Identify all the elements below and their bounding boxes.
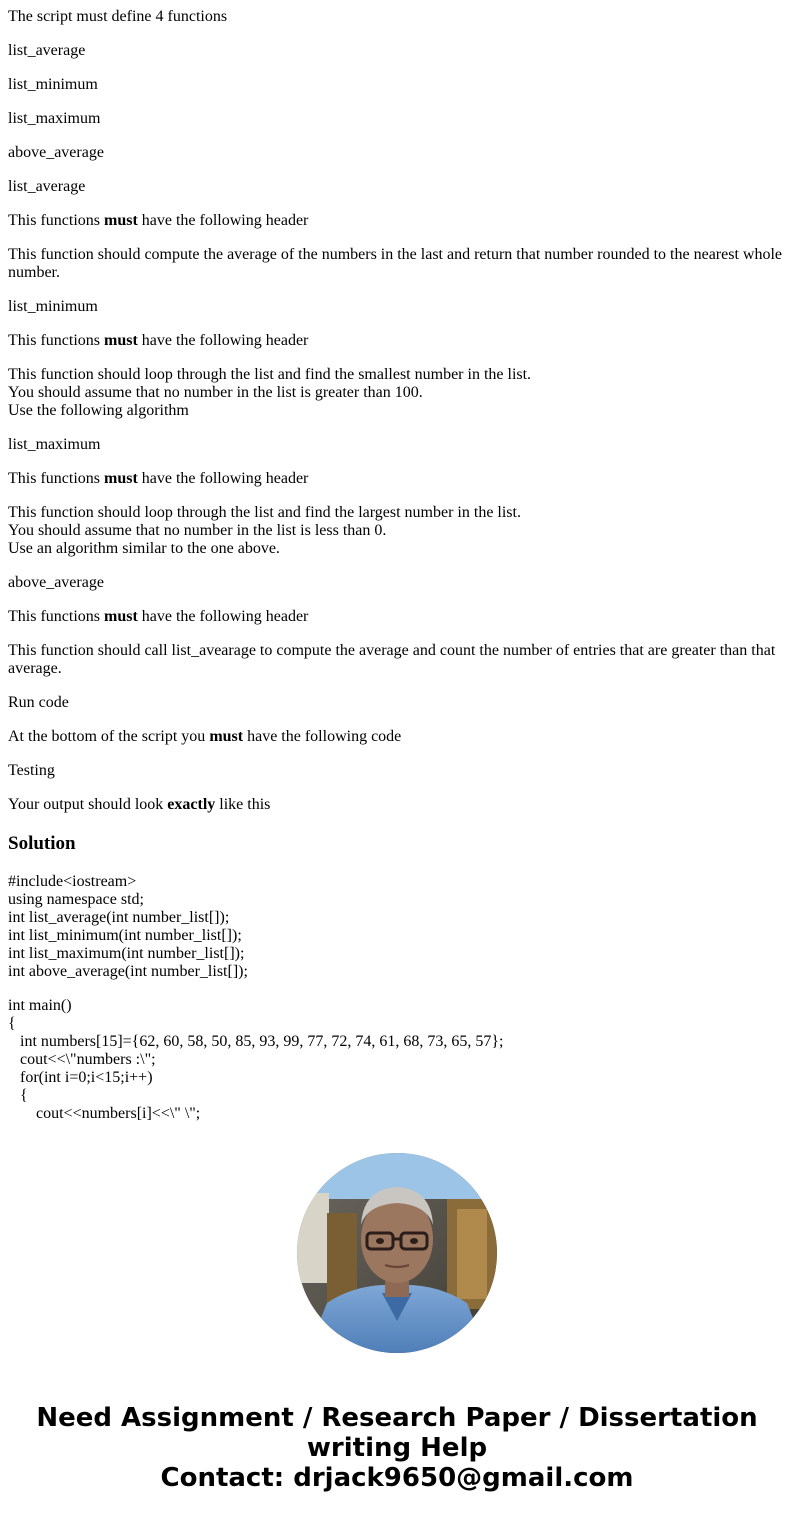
contact-banner (0, 1403, 794, 1493)
banner-line: writing Help (306, 1433, 488, 1463)
contact-line: Contact: drjack9650@gmail.com (160, 1463, 634, 1493)
code-line: int main() (8, 997, 72, 1014)
run-code-prefix: At the bottom of the script you (8, 728, 210, 745)
header-requirement-prefix: This functions (8, 332, 104, 349)
function-name-item: list_maximum (8, 110, 101, 127)
emphasis-text: exactly (167, 796, 216, 813)
solution-heading: Solution (8, 833, 76, 854)
code-line: cout<<numbers[i]<<\" \"; (8, 1105, 201, 1122)
intro-text: The script must define 4 functions (8, 8, 228, 25)
code-line: using namespace std; (8, 891, 144, 908)
header-requirement-suffix: have the following header (137, 212, 309, 229)
code-line: { (8, 1087, 28, 1104)
above-average-description: This function should call list_avearage to compute the average and count the number of entries that are greater than that average. (8, 642, 776, 677)
list-maximum-description-line: Use an algorithm similar to the one above. (8, 540, 280, 557)
code-line: for(int i=0;i<15;i++) (8, 1069, 153, 1086)
testing-suffix: like this (215, 796, 271, 813)
function-name-item: above_average (8, 144, 104, 161)
code-line: int numbers[15]={62, 60, 58, 50, 85, 93, 99, 77, 72, 74, 61, 68, 73, 65, 57}; (8, 1033, 504, 1050)
list-minimum-description-line: You should assume that no number in the list is greater than 100. (8, 384, 423, 401)
header-requirement-suffix: have the following header (137, 332, 309, 349)
emphasis-text: must (104, 470, 138, 487)
testing-prefix: Your output should look (8, 796, 168, 813)
run-code-text (8, 728, 786, 746)
code-line: int above_average(int number_list[]); (8, 963, 248, 980)
header-requirement-text (8, 332, 786, 350)
banner-line: Need Assignment / Research Paper / Dissertation (36, 1403, 758, 1433)
section-title-run-code: Run code (8, 694, 69, 711)
run-code-suffix: have the following code (243, 728, 402, 745)
header-requirement-suffix: have the following header (137, 470, 309, 487)
function-name-item: list_average (8, 42, 86, 59)
code-line: int list_average(int number_list[]); (8, 909, 230, 926)
list-maximum-description-line: This function should loop through the list and find the largest number in the list. (8, 504, 521, 521)
section-title-list-minimum: list_minimum (8, 298, 98, 315)
header-requirement-prefix: This functions (8, 212, 104, 229)
list-minimum-description-line: This function should loop through the list and find the smallest number in the list. (8, 366, 532, 383)
section-title-testing: Testing (8, 762, 55, 779)
header-requirement-prefix: This functions (8, 470, 104, 487)
code-line: int list_minimum(int number_list[]); (8, 927, 242, 944)
emphasis-text: must (104, 608, 138, 625)
section-title-above-average: above_average (8, 574, 104, 591)
list-maximum-description-line: You should assume that no number in the list is less than 0. (8, 522, 387, 539)
header-requirement-suffix: have the following header (137, 608, 309, 625)
code-line: { (8, 1015, 16, 1032)
list-minimum-description-line: Use the following algorithm (8, 402, 189, 419)
header-requirement-prefix: This functions (8, 608, 104, 625)
emphasis-text: must (209, 728, 244, 745)
author-photo (297, 1153, 497, 1353)
header-requirement-text (8, 470, 786, 488)
header-requirement-text (8, 212, 786, 230)
section-title-list-maximum: list_maximum (8, 436, 101, 453)
function-name-item: list_minimum (8, 76, 98, 93)
emphasis-text: must (104, 332, 138, 349)
header-requirement-text (8, 608, 786, 626)
code-line: cout<<\"numbers :\"; (8, 1051, 156, 1068)
emphasis-text: must (104, 212, 138, 229)
testing-text (8, 796, 786, 814)
code-line: int list_maximum(int number_list[]); (8, 945, 245, 962)
section-title-list-average: list_average (8, 178, 86, 195)
list-average-description: This function should compute the average of the numbers in the last and return that number rounded to the nearest whole number. (8, 246, 782, 281)
code-line: #include<iostream> (8, 873, 137, 890)
